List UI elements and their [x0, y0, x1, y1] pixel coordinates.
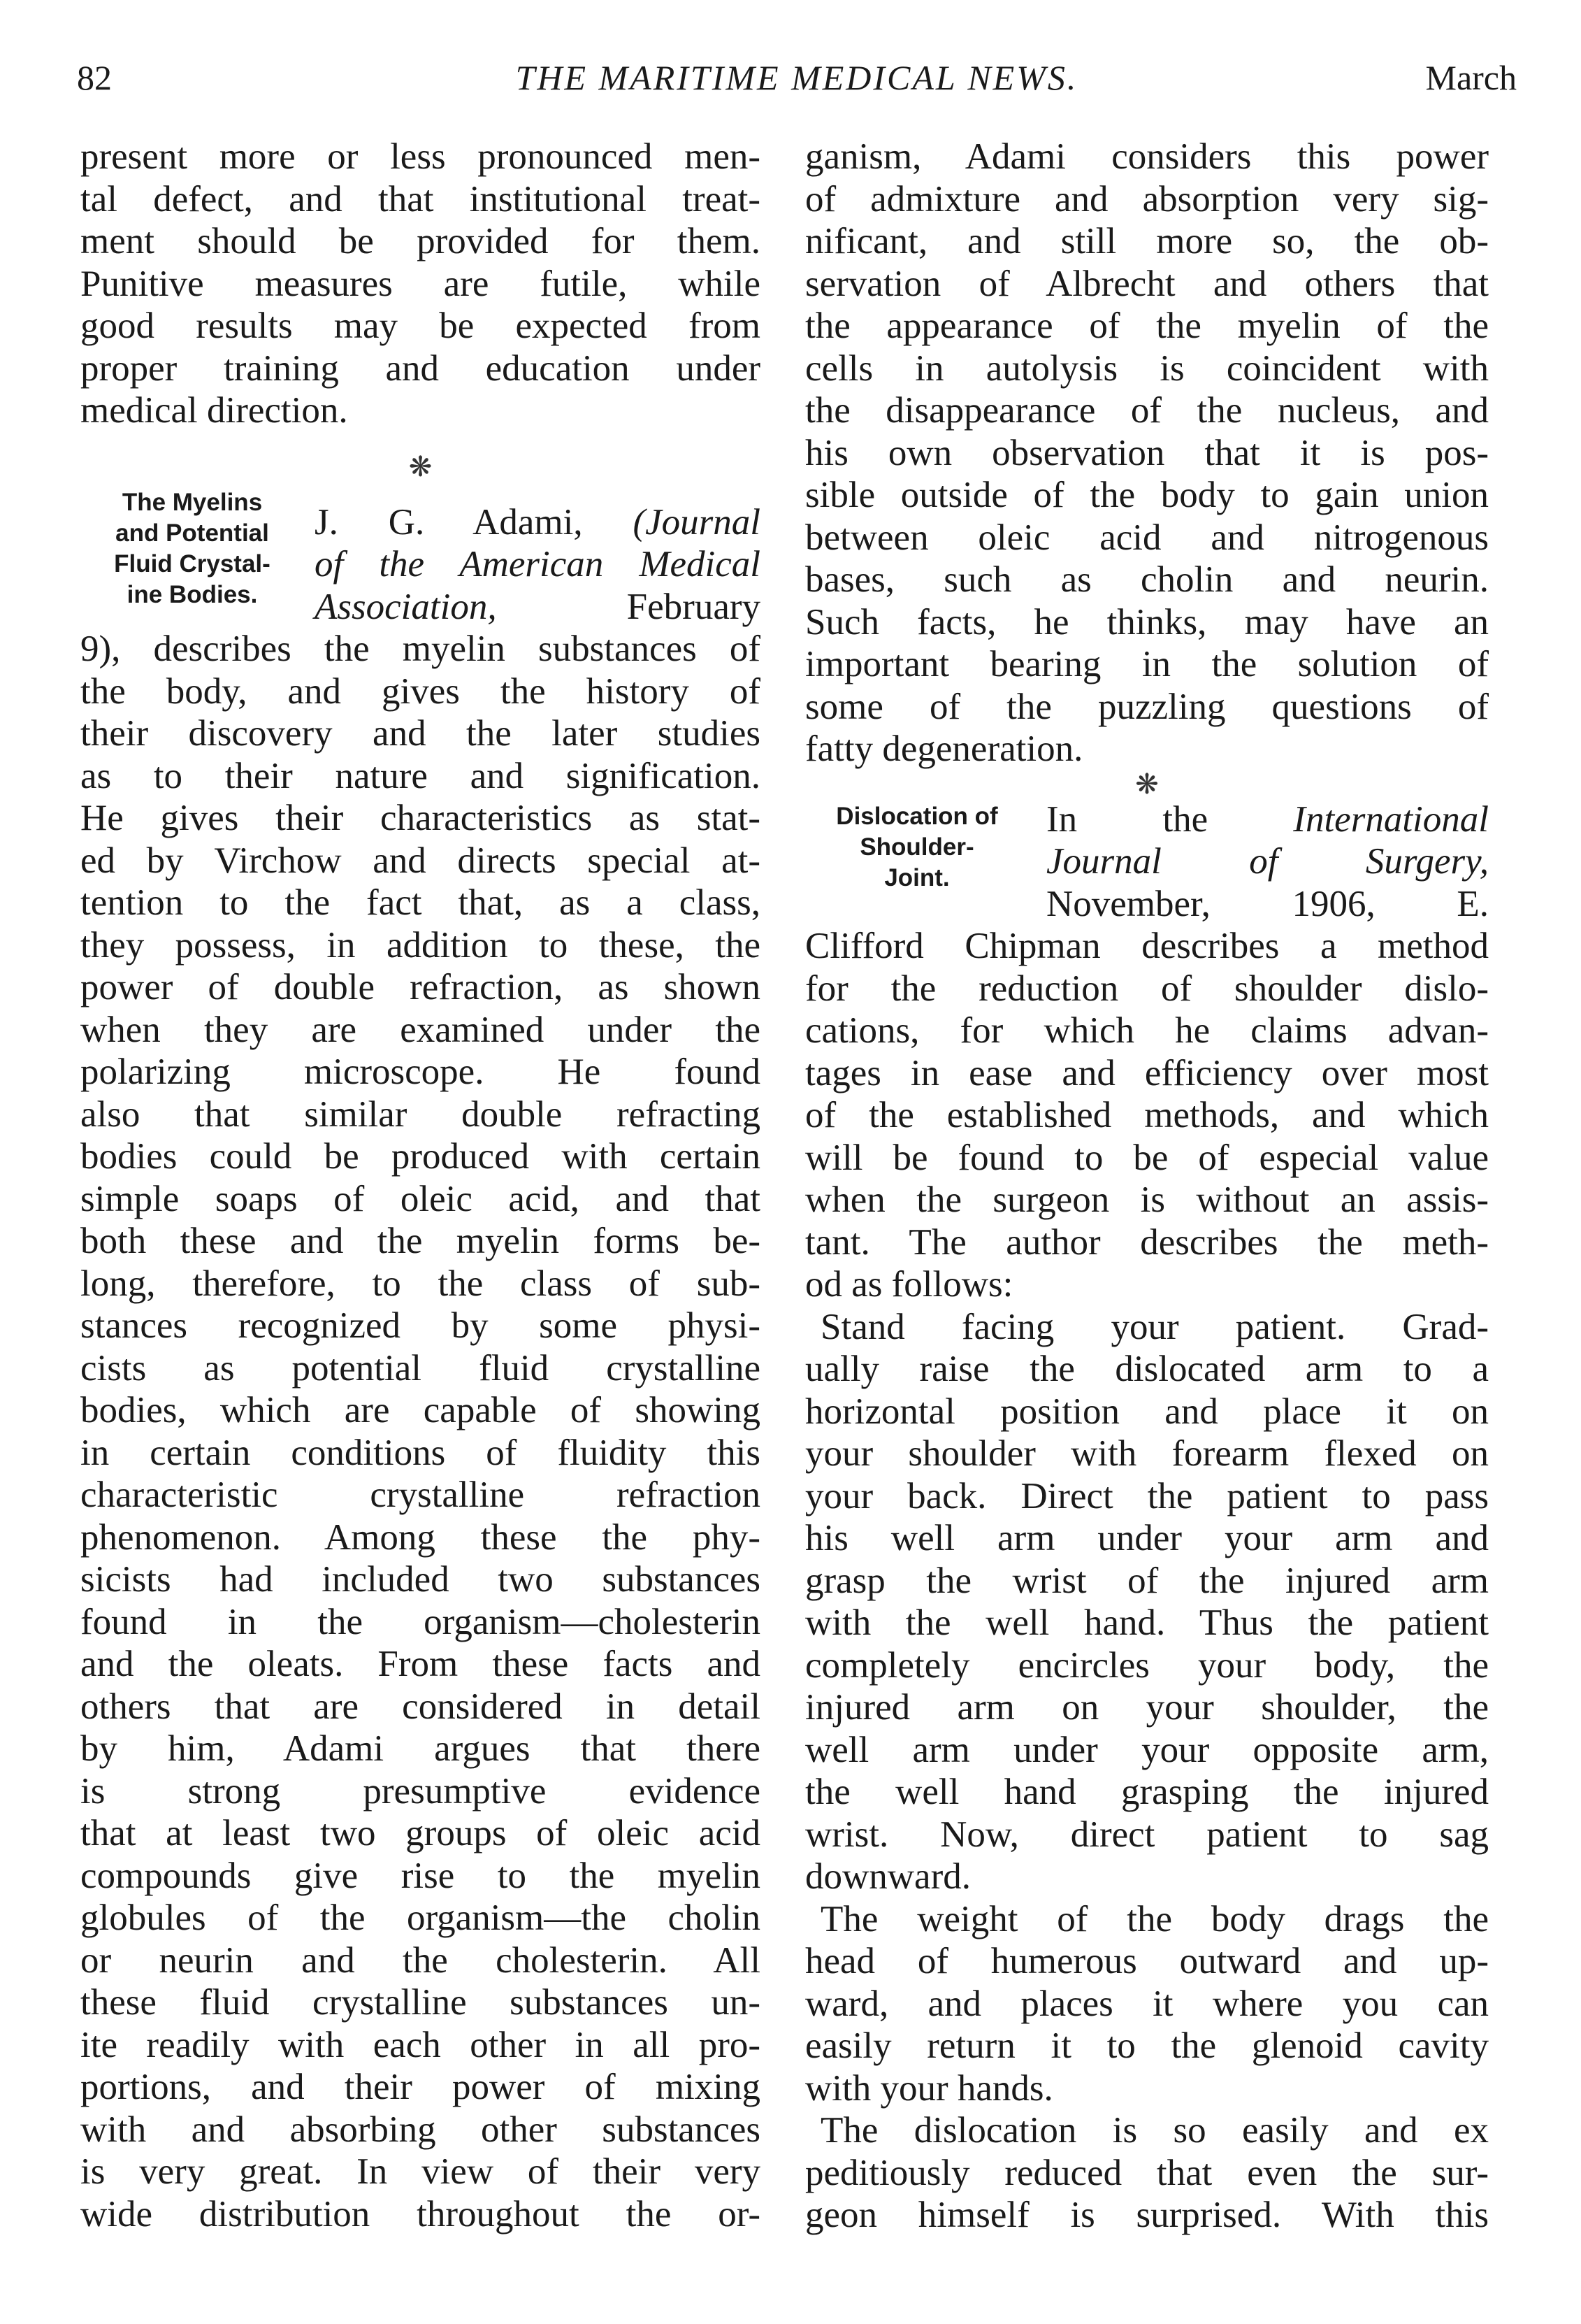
text-line: between oleic acid and nitrogenous: [805, 517, 1489, 558]
text-line: [315, 543, 760, 586]
text-line: the disappearance of the nucleus, and: [805, 390, 1489, 431]
text-line: medical direction.: [80, 390, 348, 431]
text-line: wide distribution throughout the or-: [80, 2193, 760, 2235]
text-line: your shoulder with forearm flexed on: [805, 1433, 1489, 1474]
text-line: simple soaps of oleic acid, and that: [80, 1178, 760, 1219]
text-line: long, therefore, to the class of sub-: [80, 1263, 760, 1304]
text-line: with your hands.: [805, 2067, 1053, 2109]
side-heading-line: Dislocation of: [836, 802, 998, 830]
text-line: of the established methods, and which: [805, 1095, 1489, 1135]
text-line: tages in ease and efficiency over most: [805, 1052, 1489, 1093]
text-line: globules of the organism—the cholin: [80, 1898, 760, 1938]
side-heading-line: and Potential: [115, 519, 269, 547]
text-line: tal defect, and that institutional treat-: [80, 178, 760, 220]
side-heading-line: Joint.: [884, 863, 950, 891]
text-line: 9), describes the myelin substances of: [80, 629, 760, 669]
text-line: portions, and their power of mixing: [80, 2067, 760, 2107]
italic-citation: Association,: [315, 586, 497, 627]
page-number: 82: [77, 58, 112, 97]
italic-citation: International: [1293, 798, 1489, 840]
text-line: sible outside of the body to gain union: [805, 475, 1489, 515]
running-header: [77, 57, 1517, 106]
text-line: bodies, which are capable of showing: [80, 1390, 760, 1430]
text-line: by him, Adami argues that there: [80, 1728, 760, 1769]
text-line: geon himself is surprised. With this: [805, 2195, 1489, 2235]
article-section-start: [80, 488, 760, 629]
text-line: when they are examined under the: [80, 1009, 760, 1050]
side-heading: [805, 801, 1029, 894]
text-line: that at least two groups of oleic acid: [80, 1813, 760, 1853]
issue-month: March: [1425, 58, 1517, 97]
text-line: sicists had included two substances: [80, 1559, 760, 1600]
italic-citation: of the American Medical: [315, 544, 760, 584]
text-run: February: [496, 586, 760, 627]
text-line: servation of Albrecht and others that: [805, 263, 1489, 304]
text-line: tant. The author describes the meth-: [805, 1221, 1489, 1263]
text-line: Such facts, he thinks, may have an: [805, 601, 1489, 643]
section-divider-asterism: ❋: [1135, 768, 1159, 800]
italic-citation: (Journal: [633, 501, 760, 543]
text-line: [315, 501, 760, 544]
text-line: some of the puzzling questions of: [805, 686, 1489, 727]
text-line: wrist. Now, direct patient to sag: [805, 1814, 1489, 1855]
text-line: both these and the myelin forms be-: [80, 1221, 760, 1261]
paragraph: [805, 2109, 1489, 2237]
text-line: for the reduction of shoulder dislo-: [805, 968, 1489, 1009]
text-line: fatty degeneration.: [805, 729, 1083, 769]
text-line: his own observation that it is pos-: [805, 432, 1489, 473]
text-line: is strong presumptive evidence: [80, 1770, 760, 1812]
right-column: [805, 136, 1489, 2237]
text-line: proper training and education under: [80, 347, 760, 389]
text-line: or neurin and the cholesterin. All: [80, 1939, 760, 1981]
text-line: others that are considered in detail: [80, 1686, 760, 1727]
text-line: your back. Direct the patient to pass: [805, 1475, 1489, 1516]
text-line: of admixture and absorption very sig-: [805, 178, 1489, 220]
side-heading-line: ine Bodies.: [127, 580, 258, 608]
text-line: well arm under your opposite arm,: [805, 1729, 1489, 1770]
text-run: November, 1906, E.: [1046, 883, 1489, 924]
text-line: cells in autolysis is coincident with: [805, 347, 1489, 389]
text-line: easily return it to the glenoid cavity: [805, 2025, 1489, 2066]
side-heading-line: Shoulder-: [860, 833, 974, 861]
text-line: head of humerous outward and up-: [805, 1941, 1489, 1981]
text-line: important bearing in the solution of: [805, 644, 1489, 684]
side-heading-line: The Myelins: [122, 488, 263, 516]
text-line: completely encircles your body, the: [805, 1644, 1489, 1686]
text-line: bodies could be produced with certain: [80, 1136, 760, 1177]
text-line: injured arm on your shoulder, the: [805, 1687, 1489, 1728]
text-line: He gives their characteristics as stat-: [80, 798, 760, 838]
text-line: cists as potential fluid crystalline: [80, 1347, 760, 1389]
text-line: ed by Virchow and directs special at-: [80, 840, 760, 881]
text-line: stances recognized by some physi-: [80, 1305, 760, 1346]
text-line: [315, 586, 760, 629]
text-line: downward.: [805, 1856, 971, 1897]
text-line: also that similar double refracting: [80, 1093, 760, 1135]
text-line: od as follows:: [805, 1264, 1013, 1305]
text-line: their discovery and the later studies: [80, 713, 760, 754]
text-line: power of double refraction, as shown: [80, 967, 760, 1007]
paragraph: [805, 925, 1489, 1306]
text-line: found in the organism—cholesterin: [80, 1601, 760, 1642]
text-line: grasp the wrist of the injured arm: [805, 1560, 1489, 1601]
text-line: tention to the fact that, as a class,: [80, 882, 760, 923]
text-line: ward, and places it where you can: [805, 1983, 1489, 2024]
text-line: when the surgeon is without an assis-: [805, 1179, 1489, 1220]
text-line: polarizing microscope. He found: [80, 1052, 760, 1092]
text-line: horizontal position and place it on: [805, 1391, 1489, 1432]
text-line: [1046, 883, 1489, 926]
text-line: with and absorbing other substances: [80, 2109, 760, 2150]
text-line: the body, and gives the history of: [80, 670, 760, 712]
text-line: and the oleats. From these facts and: [80, 1644, 760, 1684]
side-heading-line: Fluid Crystal-: [114, 550, 270, 578]
text-line: The weight of the body drags the: [821, 1898, 1489, 1939]
side-heading: [80, 487, 304, 610]
text-line: The dislocation is so easily and ex: [821, 2110, 1489, 2151]
text-line: [1046, 840, 1489, 883]
text-line: compounds give rise to the myelin: [80, 1855, 760, 1896]
text-line: ually raise the dislocated arm to a: [805, 1349, 1489, 1389]
text-line: will be found to be of especial value: [805, 1137, 1489, 1178]
text-run: J. G. Adami,: [315, 501, 633, 543]
text-line: peditiously reduced that even the sur-: [805, 2152, 1489, 2193]
text-line: they possess, in addition to these, the: [80, 924, 760, 966]
text-line: present more or less pronounced men-: [80, 136, 760, 177]
text-line: cations, for which he claims advan-: [805, 1010, 1489, 1051]
text-line: ite readily with each other in all pro-: [80, 2024, 760, 2065]
text-line: his well arm under your arm and: [805, 1518, 1489, 1558]
text-line: nificant, and still more so, the ob-: [805, 221, 1489, 261]
text-line: phenomenon. Among these the phy-: [80, 1516, 760, 1558]
text-line: in certain conditions of fluidity this: [80, 1432, 760, 1473]
text-line: as to their nature and signification.: [80, 755, 760, 796]
journal-title: THE MARITIME MEDICAL NEWS.: [515, 58, 1078, 97]
italic-citation: Journal of Surgery,: [1046, 841, 1489, 882]
text-line: Stand facing your patient. Grad-: [821, 1306, 1489, 1347]
left-column: [80, 136, 760, 2235]
text-line: good results may be expected from: [80, 306, 760, 346]
text-line: these fluid crystalline substances un-: [80, 1982, 760, 2023]
text-line: bases, such as cholin and neurin.: [805, 559, 1489, 600]
text-line: Clifford Chipman describes a method: [805, 926, 1489, 966]
text-line: [1046, 798, 1489, 841]
text-line: the well hand grasping the injured: [805, 1772, 1489, 1812]
text-line: ganism, Adami considers this power: [805, 136, 1489, 177]
text-line: ment should be provided for them.: [80, 221, 760, 261]
text-line: with the well hand. Thus the patient: [805, 1602, 1489, 1643]
text-line: Punitive measures are futile, while: [80, 263, 760, 304]
text-line: the appearance of the myelin of the: [805, 306, 1489, 346]
paragraph: [805, 1306, 1489, 1898]
section-divider-asterism: ❋: [408, 450, 433, 482]
article-section-start: [805, 798, 1489, 926]
text-line: is very great. In view of their very: [80, 2151, 760, 2192]
text-run: In the: [1046, 798, 1294, 840]
text-line: characteristic crystalline refraction: [80, 1475, 760, 1515]
paragraph: [805, 1898, 1489, 2110]
